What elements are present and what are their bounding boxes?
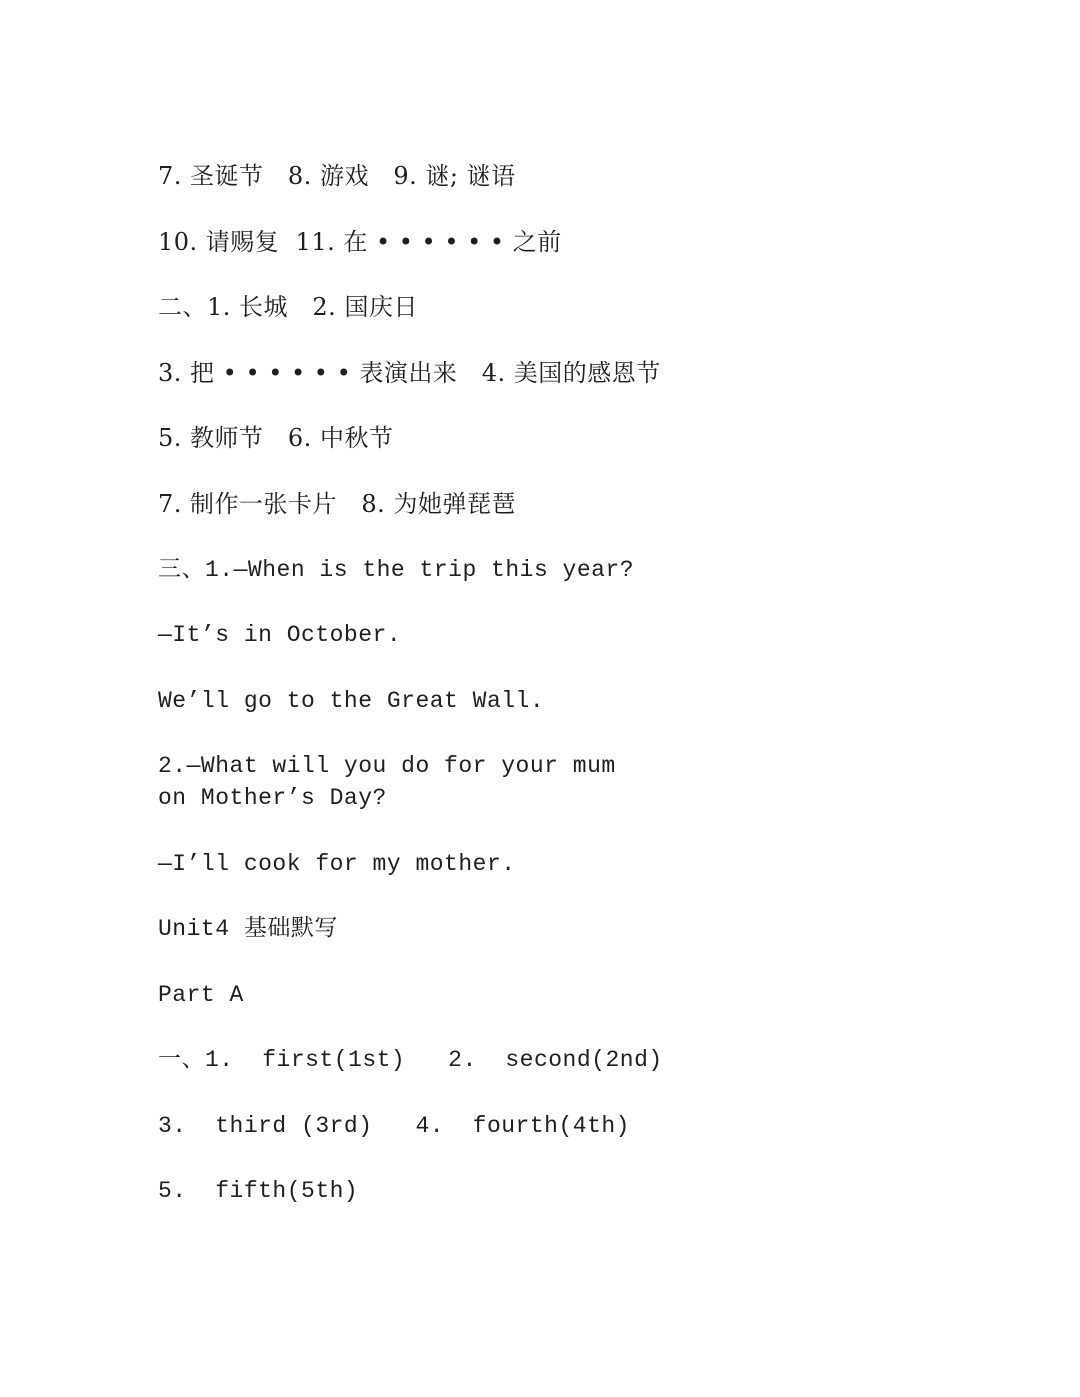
text-line: 二、1. 长城 2. 国庆日	[158, 293, 418, 321]
text-line: We’ll go to the Great Wall.	[158, 688, 545, 714]
section-heading: Unit4 基础默写	[158, 916, 338, 942]
text-line: 2.—What will you do for your mum on Mother’s Day?	[158, 753, 630, 811]
text-line: 一、1. first(1st) 2. second(2nd)	[158, 1047, 663, 1073]
text-line: 7. 制作一张卡片 8. 为她弹琵琶	[158, 490, 516, 518]
text-line: 5. 教师节 6. 中秋节	[158, 424, 394, 452]
text-line: 3. third (3rd) 4. fourth(4th)	[158, 1113, 630, 1139]
part-heading: Part A	[158, 982, 244, 1008]
text-line: 5. fifth(5th)	[158, 1178, 359, 1204]
text-line: —I’ll cook for my mother.	[158, 851, 516, 877]
text-line: 10. 请赐复 11. 在 • • • • • • 之前	[158, 228, 562, 256]
text-line: 7. 圣诞节 8. 游戏 9. 谜; 谜语	[158, 162, 516, 190]
text-line: 3. 把 • • • • • • 表演出来 4. 美国的感恩节	[158, 359, 661, 387]
text-line: 三、1.—When is the trip this year?	[158, 557, 635, 583]
text-line: —It’s in October.	[158, 622, 402, 648]
